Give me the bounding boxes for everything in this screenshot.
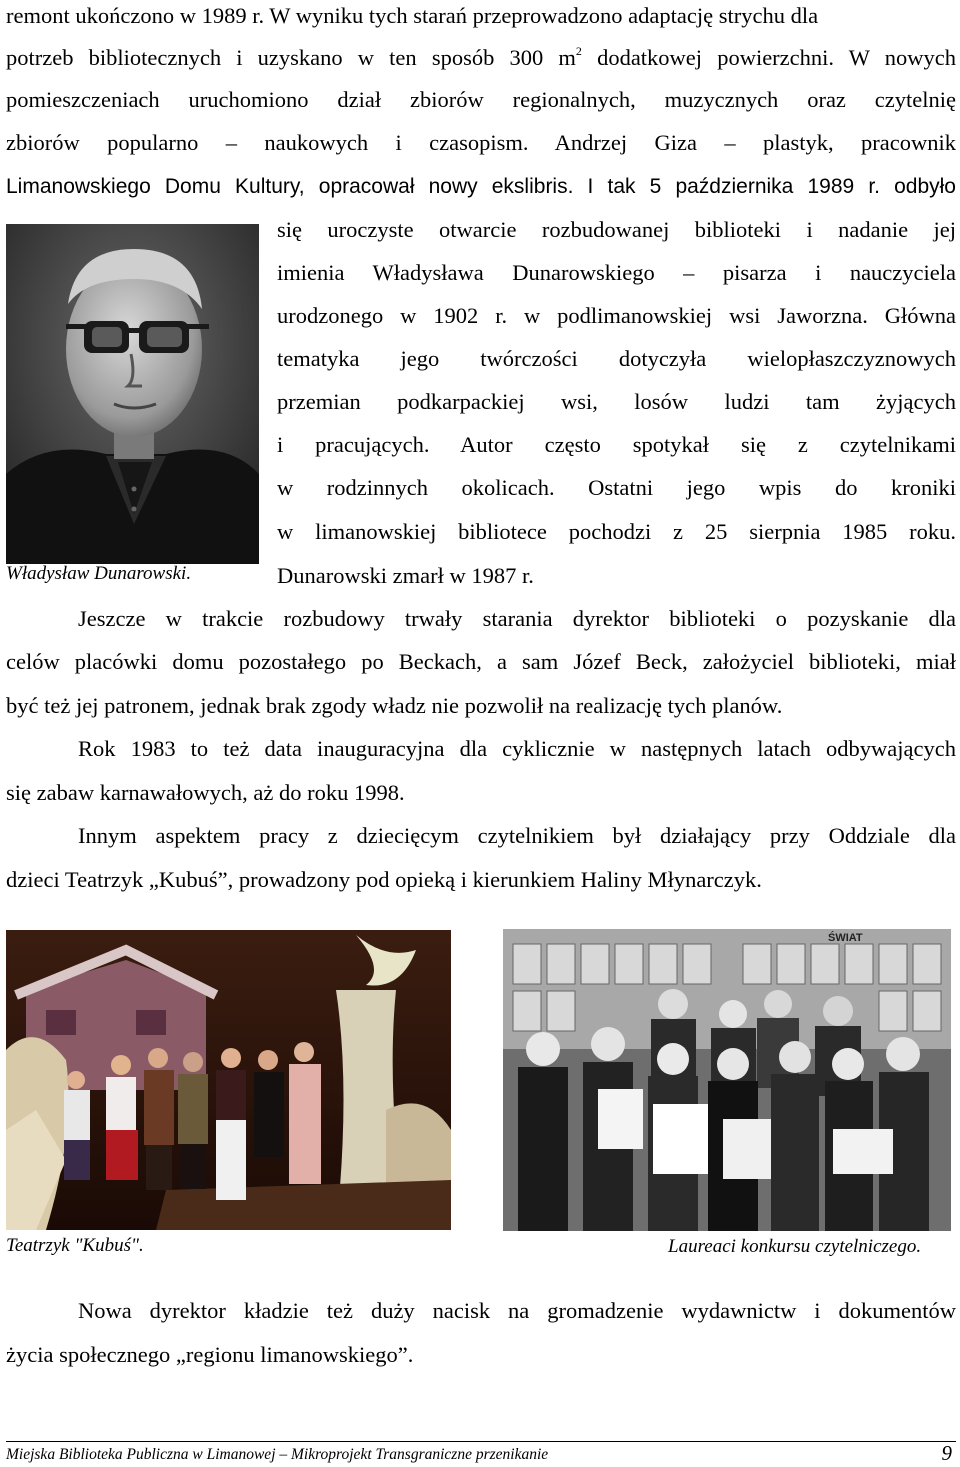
- paragraph-line: pomieszczeniach uruchomiono dział zbiorów regionalnych, muzycznych oraz czytelnię: [6, 87, 956, 112]
- superscript: 2: [575, 44, 582, 58]
- text-run: Limanowskiego Domu Kultury, opracował nowy ekslibris.: [6, 175, 574, 198]
- paragraph-line: Nowa dyrektor kładzie też duży nacisk na gromadzenie wydawnictw i dokumentów: [78, 1298, 956, 1323]
- text-run: potrzeb bibliotecznych i uzyskano w ten sposób 300 m: [6, 45, 576, 70]
- text-run: dodatkowej powierzchni. W nowych: [581, 45, 956, 70]
- shop-sign: ŚWIAT: [828, 932, 863, 944]
- paragraph-line: urodzonego w 1902 r. w podlimanowskiej wsi Jaworzna. Główna: [277, 303, 956, 328]
- footer-text: Miejska Biblioteka Publiczna w Limanowej – Mikroprojekt Transgraniczne przenikanie: [6, 1446, 549, 1463]
- paragraph-line: się zabaw karnawałowych, aż do roku 1998.: [6, 780, 405, 805]
- paragraph-line: przemian podkarpackiej wsi, losów ludzi tam żyjących: [277, 389, 956, 414]
- portrait-caption: Władysław Dunarowski.: [6, 563, 192, 584]
- laureates-caption: Laureaci konkursu czytelniczego.: [668, 1236, 922, 1257]
- footer-divider: [6, 1441, 956, 1442]
- paragraph-line: remont ukończono w 1989 r. W wyniku tych starań przeprowadzono adaptację strychu dla: [6, 3, 819, 28]
- paragraph-line: być też jej patronem, jednak brak zgody władz nie pozwolił na realizację tych planów.: [6, 693, 783, 718]
- paragraph-line: w rodzinnych okolicach. Ostatni jego wpis do kroniki: [277, 475, 956, 500]
- text-run: I tak 5 października 1989 r. odbyło: [573, 175, 956, 198]
- theatre-image: [6, 930, 451, 1230]
- paragraph-line: tematyka jego twórczości dotyczyła wielopłaszczyznowych: [277, 346, 956, 371]
- page-number: 9: [941, 1441, 952, 1465]
- laureates-photo: [503, 929, 951, 1231]
- portrait-photo: [6, 224, 259, 564]
- paragraph-line: Jeszcze w trakcie rozbudowy trwały starania dyrektor biblioteki o pozyskanie dla: [78, 606, 956, 631]
- paragraph-line: Rok 1983 to też data inauguracyjna dla cyklicznie w następnych latach odbywających: [78, 736, 956, 761]
- paragraph-line: zbiorów popularno – naukowych i czasopism. Andrzej Giza – plastyk, pracownik: [6, 130, 956, 155]
- paragraph-line: dzieci Teatrzyk „Kubuś”, prowadzony pod opieką i kierunkiem Haliny Młynarczyk.: [6, 867, 762, 892]
- theatre-photo: [6, 930, 451, 1230]
- paragraph-line: [6, 172, 956, 201]
- paragraph-line: i pracujących. Autor często spotykał się z czytelnikami: [277, 432, 956, 457]
- paragraph-line: w limanowskiej bibliotece pochodzi z 25 sierpnia 1985 roku.: [277, 519, 956, 544]
- theatre-caption: Teatrzyk "Kubuś".: [6, 1235, 144, 1256]
- paragraph-line: życia społecznego „regionu limanowskiego”.: [6, 1342, 414, 1367]
- paragraph-line: celów placówki domu pozostałego po Beckach, a sam Józef Beck, założyciel biblioteki, miał: [6, 649, 956, 674]
- portrait-image: [6, 224, 259, 564]
- paragraph-line: Innym aspektem pracy z dziecięcym czytelnikiem był działający przy Oddziale dla: [78, 823, 956, 848]
- paragraph-line: Dunarowski zmarł w 1987 r.: [277, 563, 534, 588]
- laureates-image: [503, 929, 951, 1231]
- paragraph-line: się uroczyste otwarcie rozbudowanej biblioteki i nadanie jej: [277, 217, 956, 242]
- paragraph-line: [6, 44, 956, 72]
- paragraph-line: imienia Władysława Dunarowskiego – pisarza i nauczyciela: [277, 260, 956, 285]
